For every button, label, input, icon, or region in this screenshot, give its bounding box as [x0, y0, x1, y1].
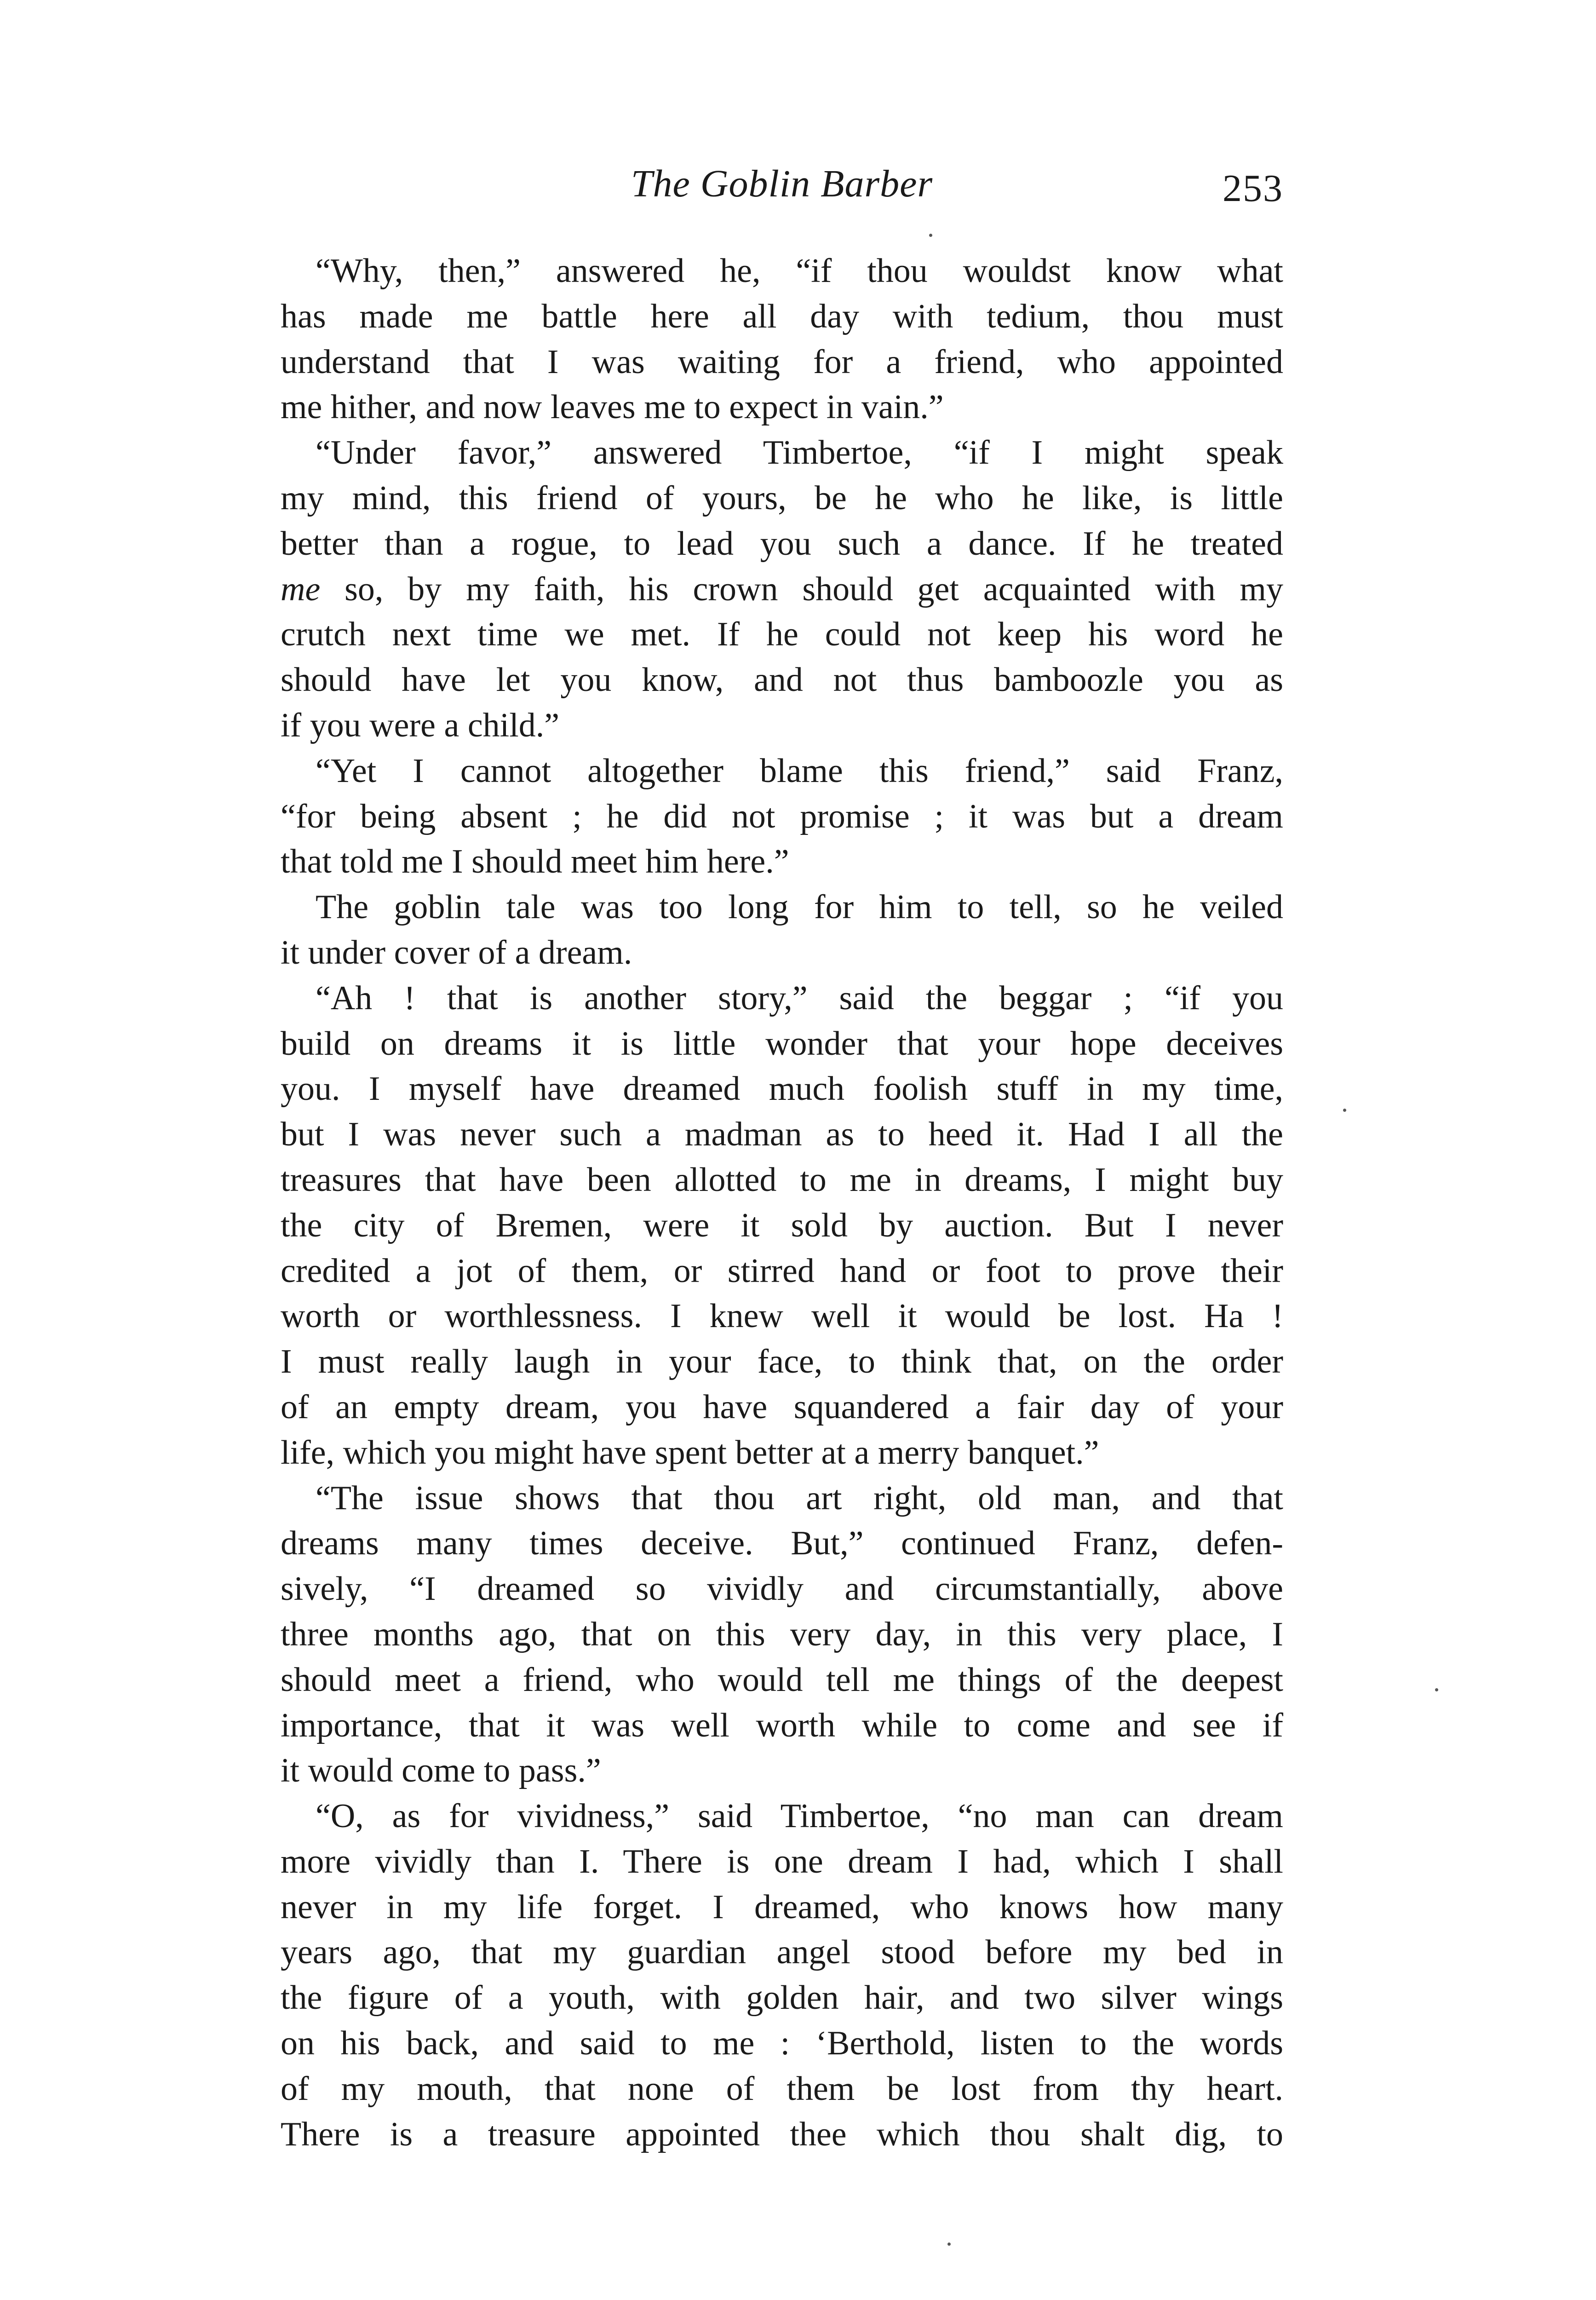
text-line: never in my life forget. I dreamed, who knows how many	[281, 1888, 1283, 1926]
text-line: “for being absent ; he did not promise ; it was but a dream	[281, 797, 1283, 835]
print-speck	[929, 234, 932, 237]
text-line: understand that I was waiting for a friend, who appointed	[281, 343, 1283, 381]
text-line: should have let you know, and not thus bamboozle you as	[281, 661, 1283, 699]
text-line: three months ago, that on this very day, in this very place, I	[281, 1615, 1283, 1653]
text-line: years ago, that my guardian angel stood before my bed in	[281, 1933, 1283, 1972]
text-line: “Ah ! that is another story,” said the beggar ; “if you	[316, 979, 1283, 1017]
text-line: treasures that have been allotted to me in dreams, I might buy	[281, 1161, 1283, 1199]
text-line: I must really laugh in your face, to think that, on the order	[281, 1343, 1283, 1381]
text-line: There is a treasure appointed thee which thou shalt dig, to	[281, 2115, 1283, 2153]
text-line: should meet a friend, who would tell me things of the deepest	[281, 1661, 1283, 1699]
text-line: “The issue shows that thou art right, old man, and that	[316, 1479, 1283, 1517]
text-line: that told me I should meet him here.”	[281, 843, 789, 881]
text-line: you. I myself have dreamed much foolish stuff in my time,	[281, 1070, 1283, 1108]
text-line: “Under favor,” answered Timbertoe, “if I might speak	[316, 434, 1283, 472]
running-head	[281, 156, 1283, 230]
text-line: on his back, and said to me : ‘Berthold, listen to the words	[281, 2024, 1283, 2063]
text-line: the city of Bremen, were it sold by auction. But I never	[281, 1206, 1283, 1244]
text-line: sively, “I dreamed so vividly and circumstantially, above	[281, 1570, 1283, 1608]
text-line: me hither, and now leaves me to expect in vain.”	[281, 388, 944, 426]
text-line: but I was never such a madman as to heed it. Had I all the	[281, 1116, 1283, 1154]
text-line: of my mouth, that none of them be lost from thy heart.	[281, 2070, 1283, 2108]
text-line: credited a jot of them, or stirred hand or foot to prove their	[281, 1252, 1283, 1290]
text-line: dreams many times deceive. But,” continued Franz, defen-	[281, 1524, 1283, 1563]
text-line: build on dreams it is little wonder that your hope deceives	[281, 1024, 1283, 1063]
print-speck	[1343, 1109, 1346, 1112]
text-line: better than a rogue, to lead you such a dance. If he treated	[281, 524, 1283, 563]
print-speck	[947, 2242, 951, 2246]
text-line: importance, that it was well worth while to come and see if	[281, 1706, 1283, 1744]
text-line: “O, as for vividness,” said Timbertoe, “no man can dream	[316, 1797, 1283, 1835]
text-line: it under cover of a dream.	[281, 933, 632, 972]
text-line: worth or worthlessness. I knew well it would be lost. Ha !	[281, 1297, 1283, 1335]
text-line: life, which you might have spent better at a merry banquet.”	[281, 1433, 1099, 1472]
text-line: “Why, then,” answered he, “if thou wouldst know what	[316, 252, 1283, 290]
body-text	[281, 248, 1283, 2157]
text-line: my mind, this friend of yours, be he who he like, is little	[281, 479, 1283, 517]
text-line: me so, by my faith, his crown should get acquainted with my	[281, 570, 1283, 608]
page-number: 253	[1223, 167, 1283, 210]
emphasis: me	[281, 570, 321, 608]
print-speck	[1435, 1688, 1438, 1691]
running-title: The Goblin Barber	[631, 162, 933, 205]
text-line: crutch next time we met. If he could not keep his word he	[281, 615, 1283, 654]
text-line: the figure of a youth, with golden hair, and two silver wings	[281, 1979, 1283, 2017]
text-line: “Yet I cannot altogether blame this friend,” said Franz,	[316, 752, 1283, 790]
text-line: if you were a child.”	[281, 706, 560, 744]
text-line: it would come to pass.”	[281, 1752, 601, 1790]
text-line: The goblin tale was too long for him to tell, so he veiled	[316, 888, 1283, 926]
text-line: more vividly than I. There is one dream I had, which I shall	[281, 1842, 1283, 1880]
text-line: has made me battle here all day with tedium, thou must	[281, 297, 1283, 335]
text-line: of an empty dream, you have squandered a fair day of your	[281, 1388, 1283, 1426]
